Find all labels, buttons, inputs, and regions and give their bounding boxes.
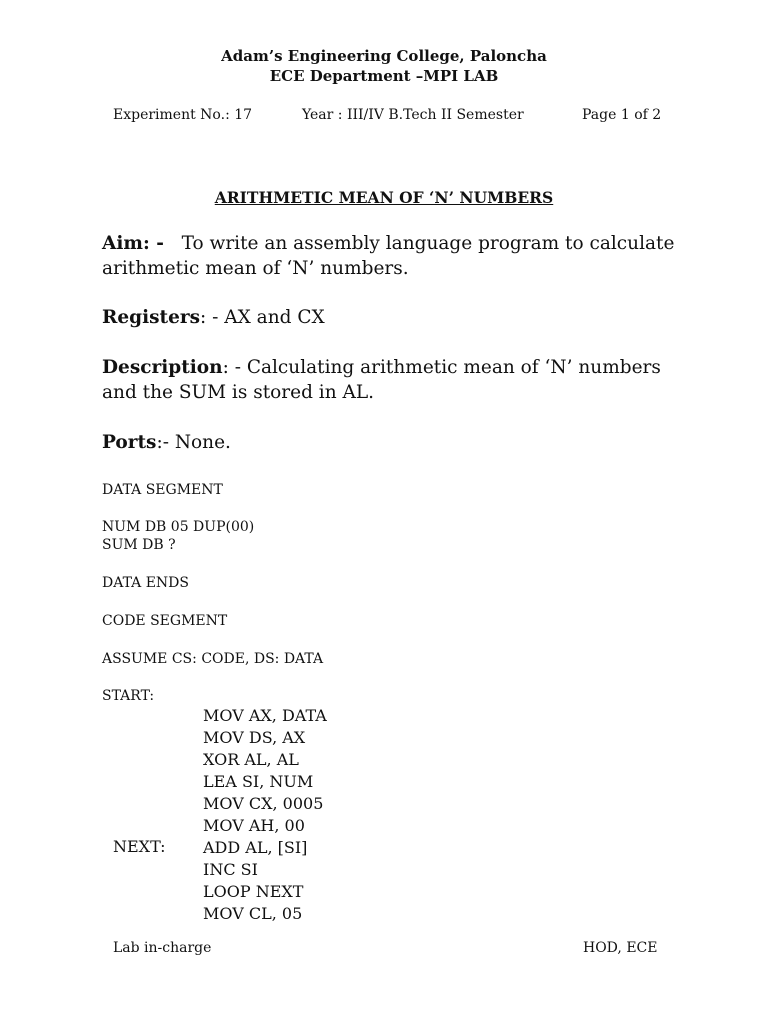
description-line-2: and the SUM is stored in AL. <box>102 382 375 403</box>
instruction: MOV CL, 05 <box>203 904 303 923</box>
hod-signature: HOD, ECE <box>583 940 658 956</box>
aim-text-1: To write an assembly language program to calculate <box>181 233 675 254</box>
code-next-label: NEXT: <box>113 837 166 856</box>
ports-label: Ports <box>102 432 157 453</box>
registers-line <box>102 306 325 330</box>
instruction: LOOP NEXT <box>203 882 304 901</box>
aim-label: Aim: - <box>102 233 164 254</box>
code-code-segment: CODE SEGMENT <box>102 613 228 629</box>
lab-incharge-signature: Lab in-charge <box>113 940 212 956</box>
description-text-1: : - Calculating arithmetic mean of ‘N’ numbers <box>222 357 661 378</box>
college-name: Adam’s Engineering College, Paloncha <box>221 47 547 65</box>
page-number: Page 1 of 2 <box>582 107 662 123</box>
instruction: MOV DS, AX <box>203 728 306 747</box>
aim-line-2: arithmetic mean of ‘N’ numbers. <box>102 258 409 279</box>
code-start-label: START: <box>102 688 155 704</box>
ports-text: :- None. <box>156 432 231 453</box>
code-assume: ASSUME CS: CODE, DS: DATA <box>102 651 324 667</box>
instruction: MOV AX, DATA <box>203 706 327 725</box>
code-num-declaration: NUM DB 05 DUP(00) <box>102 519 255 535</box>
instruction: LEA SI, NUM <box>203 772 314 791</box>
code-data-ends: DATA ENDS <box>102 575 189 591</box>
department-name: ECE Department –MPI LAB <box>269 67 499 85</box>
ports-line <box>102 431 231 455</box>
aim-line-1 <box>102 232 674 256</box>
instruction: XOR AL, AL <box>203 750 299 769</box>
code-data-segment: DATA SEGMENT <box>102 482 223 498</box>
instruction: ADD AL, [SI] <box>203 838 308 857</box>
instruction: MOV AH, 00 <box>203 816 305 835</box>
document-title: ARITHMETIC MEAN OF ‘N’ NUMBERS <box>214 188 554 207</box>
description-line-1 <box>102 356 661 380</box>
instruction: INC SI <box>203 860 258 879</box>
registers-label: Registers <box>102 307 201 328</box>
instruction: MOV CX, 0005 <box>203 794 324 813</box>
description-label: Description <box>102 357 223 378</box>
year-semester: Year : III/IV B.Tech II Semester <box>302 107 524 123</box>
registers-text: : - AX and CX <box>200 307 325 328</box>
experiment-number: Experiment No.: 17 <box>113 107 253 123</box>
code-sum-declaration: SUM DB ? <box>102 537 176 553</box>
